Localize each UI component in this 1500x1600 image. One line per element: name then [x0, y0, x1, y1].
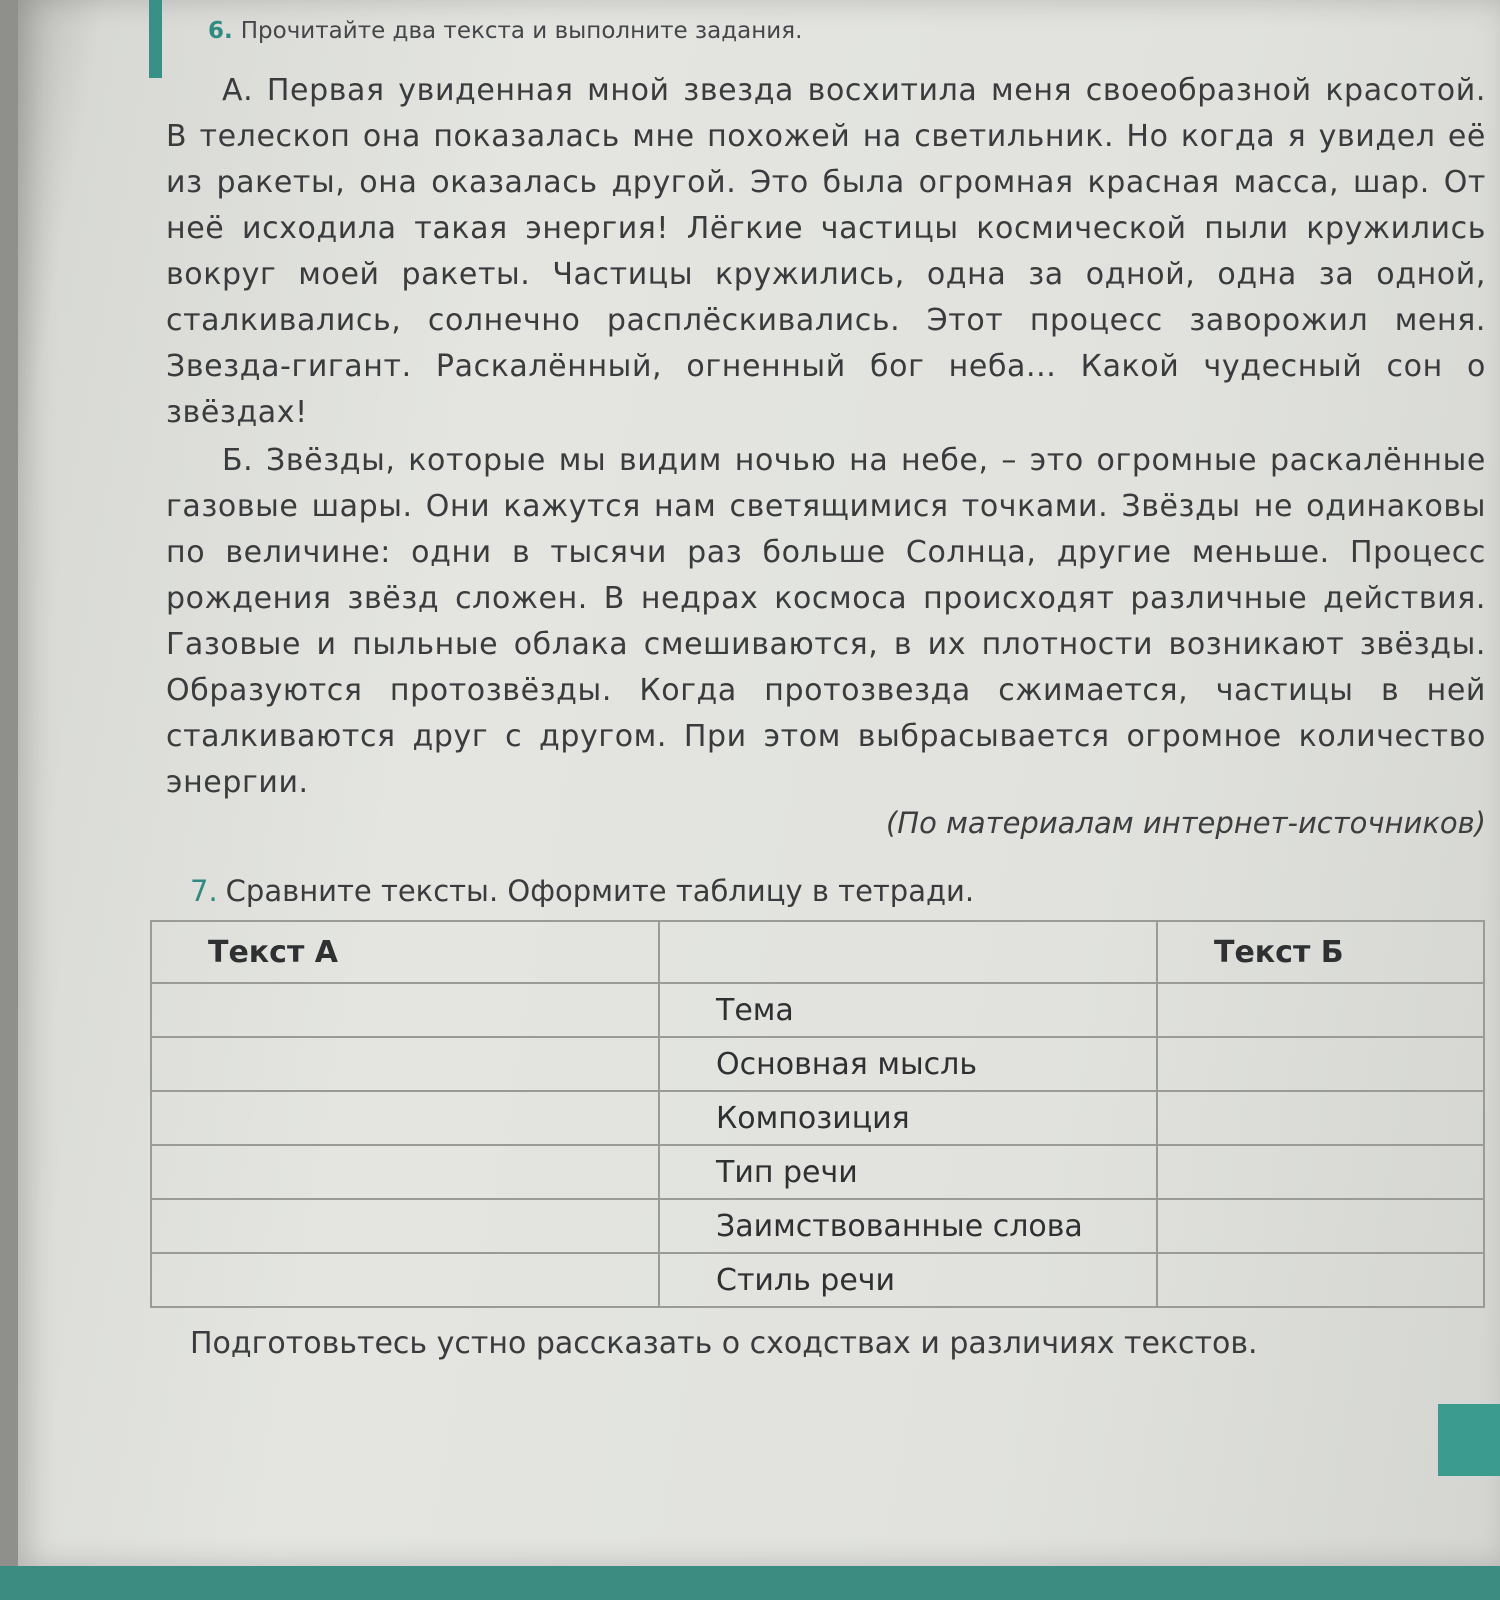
table-header-row — [151, 921, 1484, 983]
task-7-heading — [190, 874, 1486, 908]
cell-a — [151, 1037, 659, 1091]
task-6-heading — [208, 18, 1486, 44]
cell-b — [1157, 1199, 1484, 1253]
header-text-a: Текст А — [151, 921, 659, 983]
cell-a — [151, 1199, 659, 1253]
task-6-instruction: Прочитайте два текста и выполните задания. — [240, 18, 803, 44]
cell-b — [1157, 1145, 1484, 1199]
closing-instruction: Подготовьтесь устно рассказать о сходствах и различиях текстов. — [190, 1326, 1258, 1361]
table-row — [151, 1253, 1484, 1307]
criteria-cell: Тип речи — [659, 1145, 1157, 1199]
table-row — [151, 1037, 1484, 1091]
task-7-instruction: Сравните тексты. Оформите таблицу в тетради. — [225, 874, 975, 908]
table-row — [151, 1199, 1484, 1253]
cell-a — [151, 983, 659, 1037]
table-row — [151, 983, 1484, 1037]
cell-a — [151, 1253, 659, 1307]
cell-b — [1157, 1253, 1484, 1307]
accent-block — [1438, 1404, 1500, 1476]
text-a-paragraph: А. Первая увиденная мной звезда восхитила меня своеобразной красотой. В телескоп она показалась мне похожей на светильник. Но когда я увидел её из ракеты, она оказалась другой. Это была огромная красная масса, шар. От неё исходила такая энергия! Лёгкие частицы космической пыли кружились вокруг моей ракеты. Частицы кружились, одна за одной, одна за одной, сталкивались, солнечно расплёскивались. Этот процесс заворожил меня. Звезда-гигант. Раскалённый, огненный бог неба... Какой чудесный сон о звёздах! — [166, 73, 1486, 430]
source-note: (По материалам интернет-источников) — [885, 806, 1486, 840]
criteria-cell: Основная мысль — [659, 1037, 1157, 1091]
cell-b — [1157, 1091, 1484, 1145]
text-b-paragraph: Б. Звёзды, которые мы видим ночью на небе, – это огромные раскалённые газовые шары. Они кажутся нам светящимися точками. Звёзды не одинаковы по величине: одни в тысячи раз больше Солнца, другие меньше. Процесс рождения звёзд сложен. В недрах космоса происходят различные действия. Газовые и пыльные облака смешиваются, в их плотности возникают звёзды. Образуются протозвёзды. Когда протозвезда сжимается, частицы в ней сталкиваются друг с другом. При этом выбрасывается огромное количество энергии. — [166, 443, 1486, 800]
comparison-table — [150, 920, 1485, 1308]
criteria-cell: Стиль речи — [659, 1253, 1157, 1307]
cell-a — [151, 1145, 659, 1199]
cell-a — [151, 1091, 659, 1145]
textbook-page — [18, 0, 1500, 1566]
header-text-b: Текст Б — [1157, 921, 1484, 983]
task-7-number: 7. — [190, 874, 218, 908]
page-content — [166, 18, 1486, 1361]
book-edge — [0, 1566, 1500, 1600]
criteria-cell: Композиция — [659, 1091, 1157, 1145]
table-row — [151, 1091, 1484, 1145]
cell-b — [1157, 983, 1484, 1037]
table-row — [151, 1145, 1484, 1199]
header-criteria — [659, 921, 1157, 983]
task-6-number: 6. — [208, 18, 233, 44]
criteria-cell: Тема — [659, 983, 1157, 1037]
accent-bar — [149, 0, 162, 78]
criteria-cell: Заимствованные слова — [659, 1199, 1157, 1253]
cell-b — [1157, 1037, 1484, 1091]
